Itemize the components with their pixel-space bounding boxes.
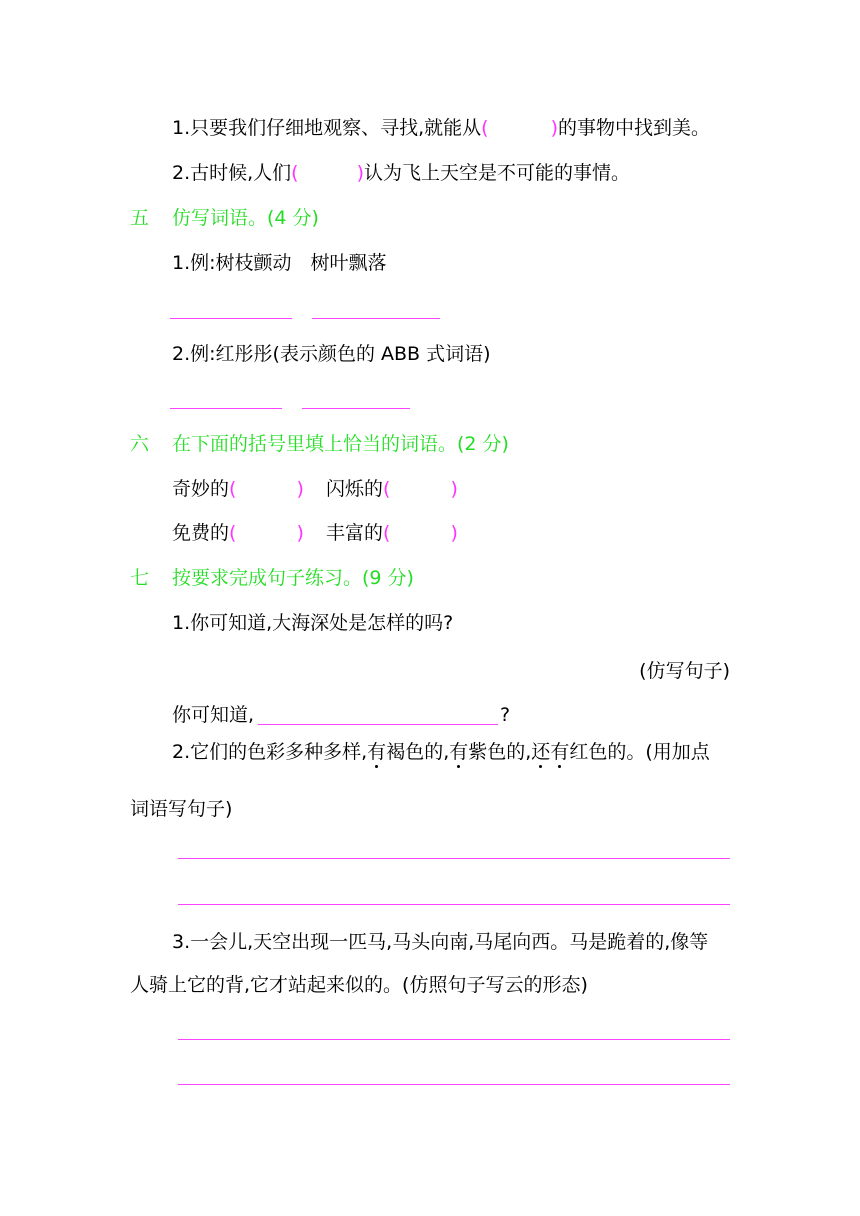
blank-open-paren: ( — [291, 162, 299, 184]
q4-item-1 — [172, 116, 710, 140]
q7-item-2-text: 2.它们的色彩多种多样, — [172, 741, 368, 763]
q7-item-3-line-1: 3.一会儿,天空出现一匹马,马头向南,马尾向西。马是跪着的,像等 — [172, 931, 709, 953]
answer-line[interactable] — [178, 858, 730, 859]
blank-close-paren: ) — [296, 522, 304, 544]
answer-line[interactable] — [178, 1039, 730, 1040]
blank-close-paren: ) — [356, 162, 365, 184]
section-title: 在下面的括号里填上恰当的词语。(2 分) — [172, 433, 509, 455]
q4-item-1-text-before: 1.只要我们仔细地观察、寻找,就能从 — [172, 117, 482, 139]
blank-close-paren: ) — [550, 117, 559, 139]
section-number: 五 — [130, 207, 150, 229]
answer-line[interactable] — [258, 724, 498, 725]
q7-item-1-instruction: (仿写句子) — [639, 660, 730, 682]
q6-word: 奇妙的 — [172, 478, 230, 500]
dotted-word: 还 — [531, 741, 551, 763]
q5-example-2: 2.例:红彤彤(表示颜色的 ABB 式词语) — [172, 343, 491, 365]
section-title: 仿写词语。(4 分) — [172, 207, 319, 229]
blank-close-paren: ) — [296, 478, 304, 500]
dotted-word: 有 — [449, 741, 469, 763]
q6-item-4 — [326, 521, 458, 545]
q4-item-1-text-after: 的事物中找到美。 — [558, 117, 711, 139]
blank-close-paren: ) — [450, 522, 458, 544]
dotted-word: 有 — [550, 741, 570, 763]
section-number: 七 — [130, 567, 150, 589]
blank-open-paren: ( — [383, 478, 391, 500]
answer-line[interactable] — [170, 408, 282, 409]
section-title: 按要求完成句子练习。(9 分) — [172, 567, 414, 589]
q4-item-2-text-before: 2.古时候,人们 — [172, 162, 292, 184]
q6-item-1 — [172, 477, 304, 501]
q7-item-2-text: 褐色的, — [386, 741, 450, 763]
q7-item-3-line-2: 人骑上它的背,它才站起来似的。(仿照句子写云的形态) — [130, 974, 588, 996]
q5-example-1: 1.例:树枝颤动 树叶飘落 — [172, 252, 387, 274]
blank-open-paren: ( — [229, 478, 237, 500]
q6-word: 丰富的 — [326, 522, 384, 544]
q6-item-2 — [326, 477, 458, 501]
section-5-heading — [130, 206, 319, 230]
blank-close-paren: ) — [450, 478, 458, 500]
section-number: 六 — [130, 433, 150, 455]
q7-item-1-text: 1.你可知道,大海深处是怎样的吗? — [172, 612, 454, 634]
blank-open-paren: ( — [383, 522, 391, 544]
section-7-heading — [130, 566, 414, 590]
answer-line[interactable] — [170, 318, 292, 319]
q7-item-2-text: 红色的。(用加点 — [569, 741, 710, 763]
q6-word: 免费的 — [172, 522, 230, 544]
blank-open-paren: ( — [229, 522, 237, 544]
q7-item-1-suffix: ? — [500, 704, 511, 726]
q4-item-2-text-after: 认为飞上天空是不可能的事情。 — [364, 162, 631, 184]
q7-item-2-line-1 — [172, 740, 710, 764]
q4-item-2 — [172, 161, 630, 185]
answer-line[interactable] — [302, 408, 410, 409]
answer-line[interactable] — [312, 318, 440, 319]
blank-open-paren: ( — [481, 117, 489, 139]
q6-item-3 — [172, 521, 304, 545]
dotted-word: 有 — [367, 741, 387, 763]
section-6-heading — [130, 432, 509, 456]
answer-line[interactable] — [178, 1084, 730, 1085]
answer-line[interactable] — [178, 904, 730, 905]
q7-item-2-text: 紫色的, — [468, 741, 532, 763]
q7-item-1-prompt: 你可知道, — [172, 704, 255, 726]
q7-item-2-line-2: 词语写句子) — [130, 798, 233, 820]
q6-word: 闪烁的 — [326, 478, 384, 500]
